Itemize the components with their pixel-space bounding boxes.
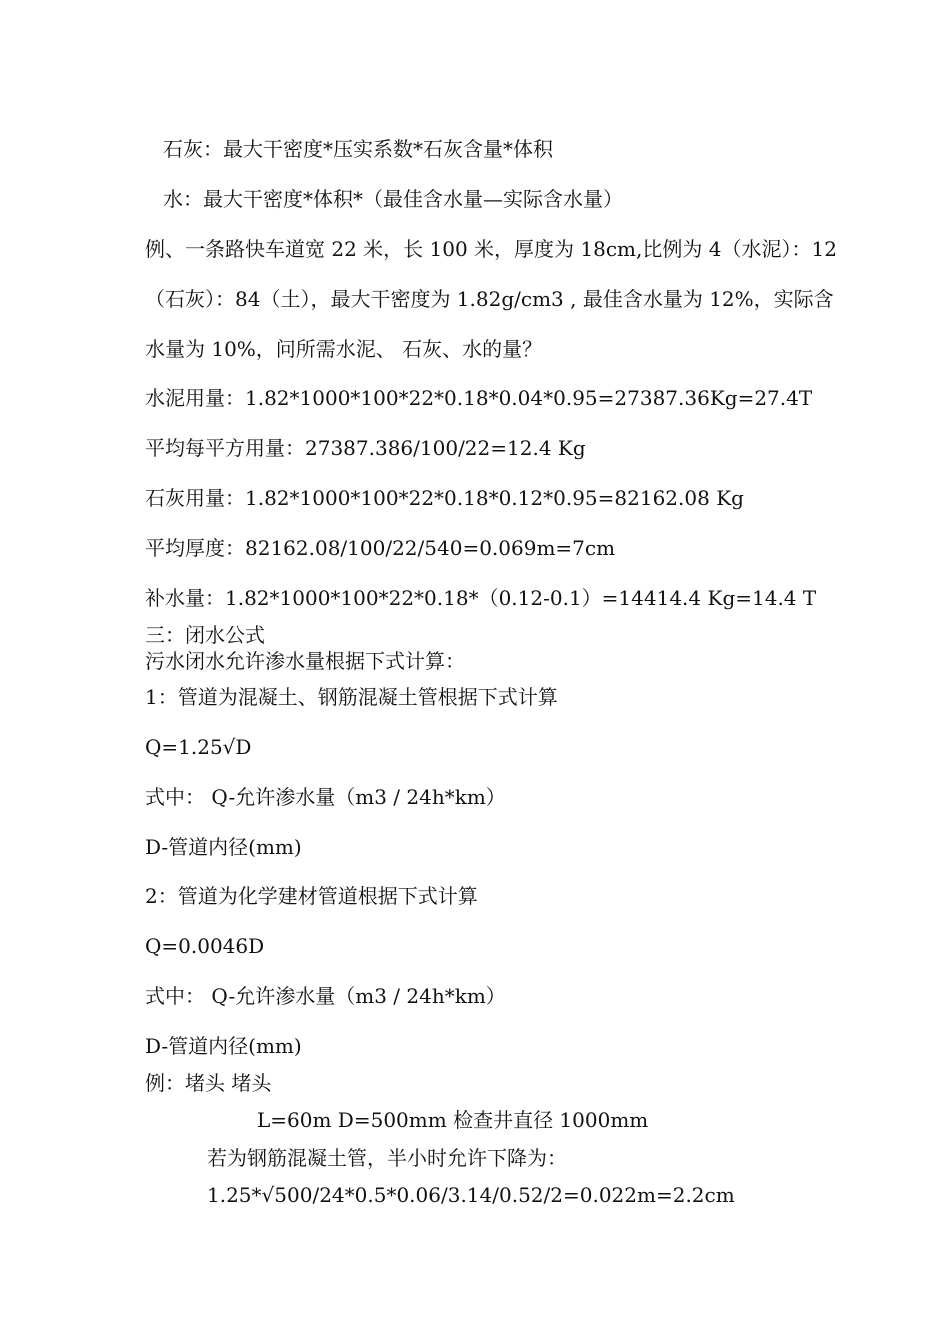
text-line-water-formula: 水：最大干密度*体积*（最佳含水量—实际含水量）	[163, 187, 623, 211]
text-line-average-thickness: 平均厚度：82162.08/100/22/540=0.069m=7cm	[145, 536, 616, 560]
text-line-example-3: 水量为 10%，问所需水泥、 石灰、水的量？	[145, 337, 543, 361]
text-line-example-2: （石灰）：84（土），最大干密度为 1.82g/cm3 , 最佳含水量为 12%，实际含	[145, 287, 834, 311]
text-line-case-2: 2：管道为化学建材管道根据下式计算	[145, 884, 478, 908]
formula-q-chemical: Q=0.0046D	[145, 934, 265, 958]
text-line-case-1: 1：管道为混凝土、钢筋混凝土管根据下式计算	[145, 685, 558, 709]
text-line-example-1: 例、一条路快车道宽 22 米，长 100 米，厚度为 18cm,比例为 4（水泥）：12	[145, 237, 837, 261]
text-line-example-plugs: 例：堵头 堵头	[145, 1071, 272, 1095]
text-line-lime-formula: 石灰：最大干密度*压实系数*石灰含量*体积	[163, 137, 553, 161]
text-line-lime-amount: 石灰用量：1.82*1000*100*22*0.18*0.12*0.95=82162.08 Kg	[145, 486, 744, 510]
text-line-example-params: L=60m D=500mm 检查井直径 1000mm	[257, 1108, 649, 1132]
text-line-where-q-2: 式中： Q-允许渗水量（m3 / 24h*km）	[145, 984, 506, 1008]
text-line-allowed-drop: 若为钢筋混凝土管，半小时允许下降为：	[207, 1146, 567, 1170]
section-heading-closed-water: 三：闭水公式	[145, 623, 265, 647]
text-line-d-definition-1: D-管道内径(mm)	[145, 835, 302, 859]
text-line-sewage-intro: 污水闭水允许渗水量根据下式计算：	[145, 649, 465, 673]
formula-q-concrete: Q=1.25√D	[145, 735, 252, 759]
text-line-cement-amount: 水泥用量：1.82*1000*100*22*0.18*0.04*0.95=27387.36Kg=27.4T	[145, 386, 813, 410]
formula-drop-result: 1.25*√500/24*0.5*0.06/3.14/0.52/2=0.022m=2.2cm	[207, 1183, 735, 1207]
text-line-water-supplement: 补水量：1.82*1000*100*22*0.18*（0.12-0.1）=14414.4 Kg=14.4 T	[145, 586, 817, 610]
text-line-where-q-1: 式中： Q-允许渗水量（m3 / 24h*km）	[145, 785, 506, 809]
text-line-average-per-square: 平均每平方用量：27387.386/100/22=12.4 Kg	[145, 436, 586, 460]
text-line-d-definition-2: D-管道内径(mm)	[145, 1034, 302, 1058]
